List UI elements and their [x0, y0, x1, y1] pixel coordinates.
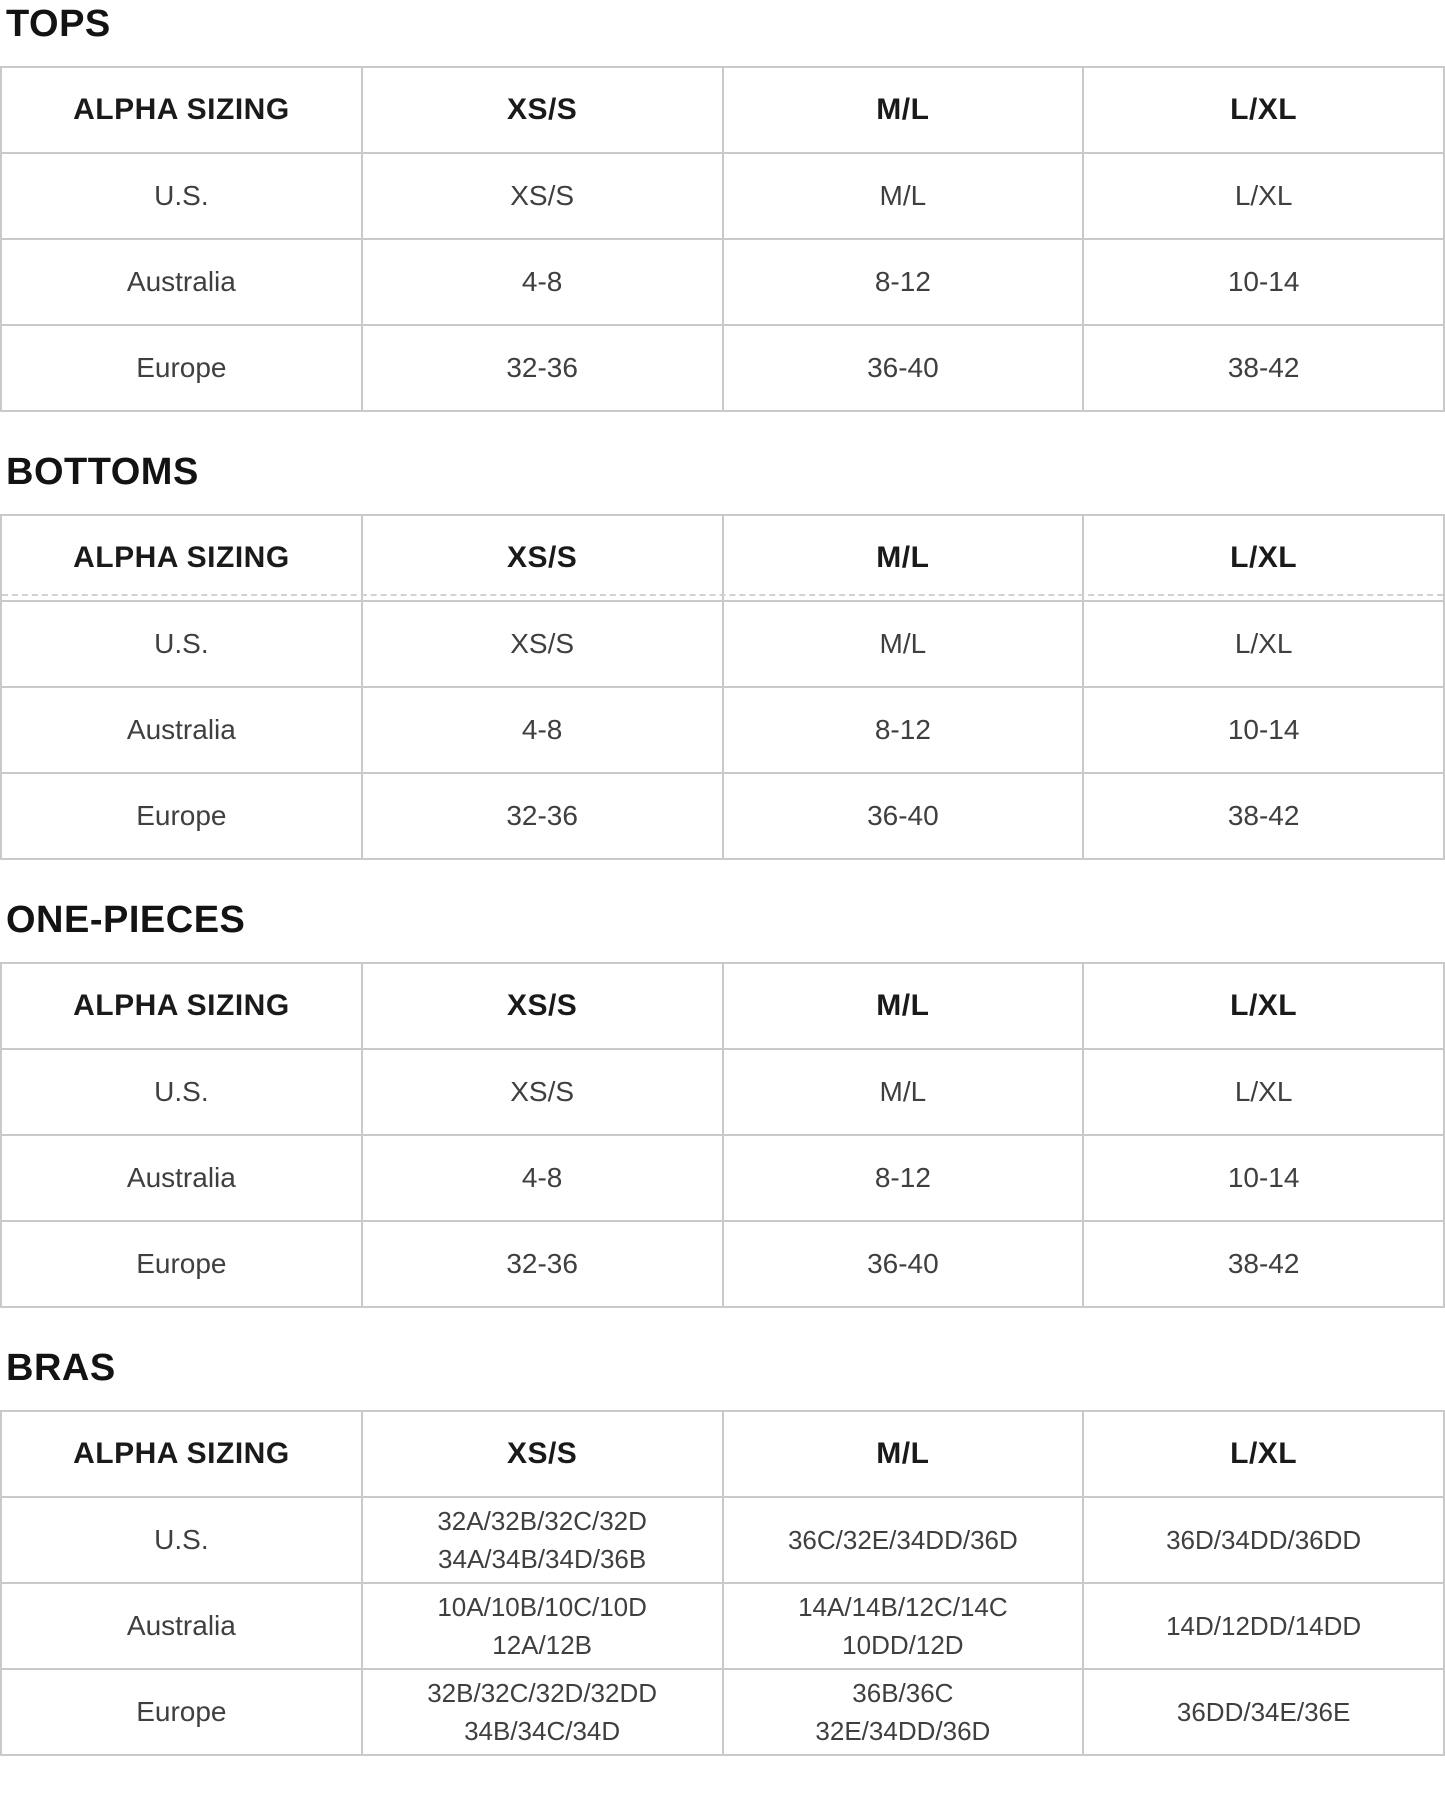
size-value-cell [723, 1135, 1084, 1221]
column-header-xss: XS/S [362, 515, 723, 601]
table-row-australia [1, 687, 1444, 773]
size-value-cell [362, 239, 723, 325]
size-chart-sections [0, 4, 1445, 1756]
row-label: U.S. [1, 1049, 362, 1135]
size-value-cell [723, 773, 1084, 859]
table-header-row [1, 963, 1444, 1049]
size-value-line: 34A/34B/34D/36B [438, 1544, 647, 1574]
size-value-line: 34B/34C/34D [464, 1716, 621, 1746]
size-value-line: 36DD/34E/36E [1176, 1697, 1351, 1727]
size-value-cell [1083, 773, 1444, 859]
size-value-cell [362, 1135, 723, 1221]
size-value-cell [362, 1049, 723, 1135]
size-value-cell [723, 1497, 1084, 1583]
size-value-line: 36C/32E/34DD/36D [787, 1525, 1018, 1555]
table-row-australia [1, 1135, 1444, 1221]
size-value-cell [1083, 325, 1444, 411]
row-label: Europe [1, 1669, 362, 1755]
size-value-line: 12A/12B [492, 1630, 592, 1660]
size-value-line: M/L [879, 628, 927, 660]
row-label: Europe [1, 773, 362, 859]
section-heading-bottoms: BOTTOMS [6, 451, 199, 493]
size-table-wrapper [0, 514, 1445, 860]
size-value-line: 32A/32B/32C/32D [437, 1506, 647, 1536]
size-value-cell [1083, 1669, 1444, 1755]
row-label: Europe [1, 1221, 362, 1307]
size-value-line: 10-14 [1227, 714, 1300, 746]
row-label: Australia [1, 1135, 362, 1221]
size-value-cell [723, 1049, 1084, 1135]
size-value-line: 14A/14B/12C/14C [798, 1592, 1008, 1622]
size-value-line: 38-42 [1227, 1248, 1300, 1280]
size-value-cell [362, 773, 723, 859]
section-heading-one-pieces: ONE-PIECES [6, 899, 246, 941]
size-value-cell [1083, 153, 1444, 239]
row-label: U.S. [1, 601, 362, 687]
column-header-lxl: L/XL [1083, 963, 1444, 1049]
size-value-line: 32E/34DD/36D [815, 1716, 991, 1746]
size-value-line: 8-12 [874, 266, 931, 298]
size-value-cell [723, 239, 1084, 325]
size-value-line: 10-14 [1227, 1162, 1300, 1194]
size-value-line: M/L [879, 180, 927, 212]
section-bottoms [0, 452, 1445, 860]
column-header-ml: M/L [723, 963, 1084, 1049]
size-value-line: 36-40 [867, 1248, 939, 1280]
size-value-line: 32-36 [506, 352, 578, 384]
table-row-europe [1, 1221, 1444, 1307]
column-header-xss: XS/S [362, 67, 723, 153]
size-value-cell [1083, 1049, 1444, 1135]
column-header-lxl: L/XL [1083, 67, 1444, 153]
column-header-alpha-sizing: ALPHA SIZING [1, 963, 362, 1049]
size-value-line: 4-8 [521, 714, 563, 746]
row-label: Europe [1, 325, 362, 411]
size-value-cell [362, 687, 723, 773]
size-table-wrapper [0, 1410, 1445, 1756]
section-heading-bras: BRAS [6, 1347, 116, 1389]
column-header-xss: XS/S [362, 1411, 723, 1497]
size-value-cell [723, 325, 1084, 411]
table-header-row [1, 1411, 1444, 1497]
size-value-cell [1083, 1497, 1444, 1583]
size-value-cell [1083, 1221, 1444, 1307]
size-table [0, 962, 1445, 1308]
size-value-cell [362, 1497, 723, 1583]
section-heading-tops: TOPS [6, 3, 111, 45]
size-value-cell [723, 687, 1084, 773]
size-value-cell [723, 1221, 1084, 1307]
size-value-line: M/L [879, 1076, 927, 1108]
row-label: Australia [1, 687, 362, 773]
table-row-europe [1, 773, 1444, 859]
row-label: Australia [1, 1583, 362, 1669]
column-header-lxl: L/XL [1083, 515, 1444, 601]
column-header-ml: M/L [723, 67, 1084, 153]
size-value-line: 36D/34DD/36DD [1166, 1525, 1362, 1555]
size-value-line: 4-8 [521, 1162, 563, 1194]
size-value-cell [362, 153, 723, 239]
size-value-cell [1083, 239, 1444, 325]
size-value-line: 4-8 [521, 266, 563, 298]
table-row-us [1, 601, 1444, 687]
table-row-australia [1, 1583, 1444, 1669]
table-row-us [1, 153, 1444, 239]
table-row-us [1, 1049, 1444, 1135]
size-value-cell [1083, 687, 1444, 773]
size-value-line: 10A/10B/10C/10D [437, 1592, 647, 1622]
size-value-line: XS/S [510, 628, 575, 660]
column-header-alpha-sizing: ALPHA SIZING [1, 515, 362, 601]
size-value-line: 36-40 [867, 800, 939, 832]
size-table-wrapper [0, 66, 1445, 412]
row-label: U.S. [1, 153, 362, 239]
size-value-cell [362, 601, 723, 687]
size-value-line: 32-36 [506, 1248, 578, 1280]
size-value-line: L/XL [1234, 628, 1293, 660]
column-header-ml: M/L [723, 1411, 1084, 1497]
size-value-line: 38-42 [1227, 800, 1300, 832]
size-value-cell [1083, 601, 1444, 687]
size-table [0, 514, 1445, 860]
section-bras [0, 1348, 1445, 1756]
size-value-line: 14D/12DD/14DD [1166, 1611, 1362, 1641]
column-header-alpha-sizing: ALPHA SIZING [1, 67, 362, 153]
column-header-ml: M/L [723, 515, 1084, 601]
size-value-line: L/XL [1234, 1076, 1293, 1108]
size-value-cell [362, 1221, 723, 1307]
table-row-australia [1, 239, 1444, 325]
column-header-lxl: L/XL [1083, 1411, 1444, 1497]
size-value-line: L/XL [1234, 180, 1293, 212]
size-value-line: XS/S [510, 1076, 575, 1108]
size-table [0, 66, 1445, 412]
size-value-cell [723, 153, 1084, 239]
column-header-alpha-sizing: ALPHA SIZING [1, 1411, 362, 1497]
section-tops [0, 4, 1445, 412]
size-value-line: 8-12 [874, 714, 931, 746]
size-value-line: XS/S [510, 180, 575, 212]
size-value-cell [723, 1583, 1084, 1669]
table-header-row [1, 67, 1444, 153]
table-row-europe [1, 325, 1444, 411]
row-label: Australia [1, 239, 362, 325]
table-row-europe [1, 1669, 1444, 1755]
size-value-cell [362, 325, 723, 411]
size-value-cell [362, 1583, 723, 1669]
size-table-wrapper [0, 962, 1445, 1308]
size-value-line: 36-40 [867, 352, 939, 384]
table-header-row [1, 515, 1444, 601]
size-value-cell [1083, 1583, 1444, 1669]
size-value-cell [362, 1669, 723, 1755]
size-value-cell [723, 1669, 1084, 1755]
row-label: U.S. [1, 1497, 362, 1583]
size-table [0, 1410, 1445, 1756]
size-value-line: 36B/36C [852, 1678, 954, 1708]
table-row-us [1, 1497, 1444, 1583]
size-value-line: 8-12 [874, 1162, 931, 1194]
section-one-pieces [0, 900, 1445, 1308]
size-value-cell [723, 601, 1084, 687]
size-value-line: 10-14 [1227, 266, 1300, 298]
size-value-line: 38-42 [1227, 352, 1300, 384]
size-value-line: 10DD/12D [842, 1630, 964, 1660]
size-value-cell [1083, 1135, 1444, 1221]
size-value-line: 32B/32C/32D/32DD [427, 1678, 658, 1708]
size-value-line: 32-36 [506, 800, 578, 832]
column-header-xss: XS/S [362, 963, 723, 1049]
